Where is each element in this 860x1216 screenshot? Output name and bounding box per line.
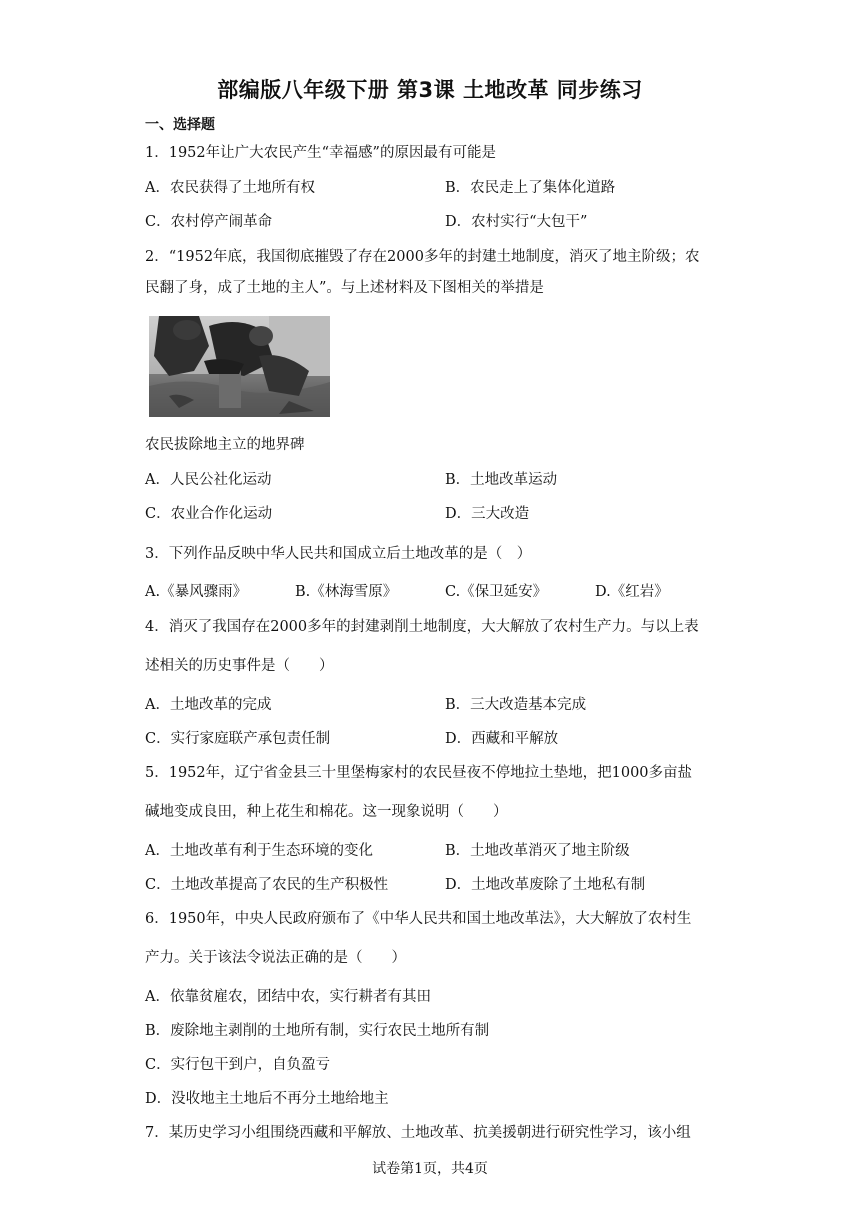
question-4-option-a[interactable]: A．土地改革的完成 [145,697,272,713]
question-3-option-a[interactable]: A.《暴风骤雨》 [145,584,248,600]
question-5-option-b[interactable]: B．土地改革消灭了地主阶级 [445,843,630,859]
photo-caption: 农民拔除地主立的地界碑 [145,437,305,453]
question-4-stem-line-2: 述相关的历史事件是（ ） [145,658,334,674]
question-5-stem-line-1: 5．1952年，辽宁省金县三十里堡梅家村的农民昼夜不停地拉土垫地，把1000多亩盐 [145,765,693,781]
question-2-option-c[interactable]: C．农业合作化运动 [145,506,273,522]
question-6-stem-line-2: 产力。关于该法令说法正确的是（ ） [145,950,406,966]
question-2-option-a[interactable]: A．人民公社化运动 [145,472,272,488]
question-3-option-b[interactable]: B.《林海雪原》 [295,584,398,600]
question-4-option-c[interactable]: C．实行家庭联产承包责任制 [145,731,331,747]
question-1-option-a[interactable]: A．农民获得了土地所有权 [145,180,315,196]
question-6-option-c[interactable]: C．实行包干到户，自负盈亏 [145,1057,331,1073]
farmers-removing-boundary-marker-photo [149,316,330,417]
question-2-option-b[interactable]: B．土地改革运动 [445,472,558,488]
question-1-stem: 1．1952年让广大农民产生“幸福感”的原因最有可能是 [145,145,496,161]
question-3-stem: 3．下列作品反映中华人民共和国成立后土地改革的是（ ） [145,546,532,562]
question-5-option-c[interactable]: C．土地改革提高了农民的生产积极性 [145,877,389,893]
question-4-stem-line-1: 4．消灭了我国存在2000多年的封建剥削土地制度，大大解放了农村生产力。与以上表 [145,619,699,635]
question-7-stem-line-1: 7．某历史学习小组围绕西藏和平解放、土地改革、抗美援朝进行研究性学习，该小组 [145,1125,691,1141]
question-3-option-c[interactable]: C.《保卫延安》 [445,584,548,600]
question-1-option-d[interactable]: D．农村实行“大包干” [445,214,588,230]
question-2-stem-line-1: 2．“1952年底，我国彻底摧毁了存在2000多年的封建土地制度，消灭了地主阶级；农 [145,249,700,265]
question-5-stem-line-2: 碱地变成良田，种上花生和棉花。这一现象说明（ ） [145,804,508,820]
question-1-option-c[interactable]: C．农村停产闹革命 [145,214,273,230]
question-5-option-a[interactable]: A．土地改革有利于生态环境的变化 [145,843,373,859]
question-3-option-d[interactable]: D.《红岩》 [595,584,669,600]
section-heading: 一、选择题 [145,117,215,133]
question-2-stem-line-2: 民翻了身，成了土地的主人”。与上述材料及下图相关的举措是 [145,280,544,296]
question-5-option-d[interactable]: D．土地改革废除了土地私有制 [445,877,646,893]
page-title: 部编版八年级下册 第3课 土地改革 同步练习 [217,78,643,102]
question-4-option-d[interactable]: D．西藏和平解放 [445,731,559,747]
question-6-option-a[interactable]: A．依靠贫雇农，团结中农，实行耕者有其田 [145,989,431,1005]
question-1-option-b[interactable]: B．农民走上了集体化道路 [445,180,616,196]
question-6-stem-line-1: 6．1950年，中央人民政府颁布了《中华人民共和国土地改革法》，大大解放了农村生 [145,911,692,927]
page-footer: 试卷第1页，共4页 [372,1161,488,1177]
question-4-option-b[interactable]: B．三大改造基本完成 [445,697,587,713]
question-6-option-b[interactable]: B．废除地主剥削的土地所有制，实行农民土地所有制 [145,1023,490,1039]
question-2-option-d[interactable]: D．三大改造 [445,506,530,522]
question-6-option-d[interactable]: D．没收地主土地后不再分土地给地主 [145,1091,389,1107]
